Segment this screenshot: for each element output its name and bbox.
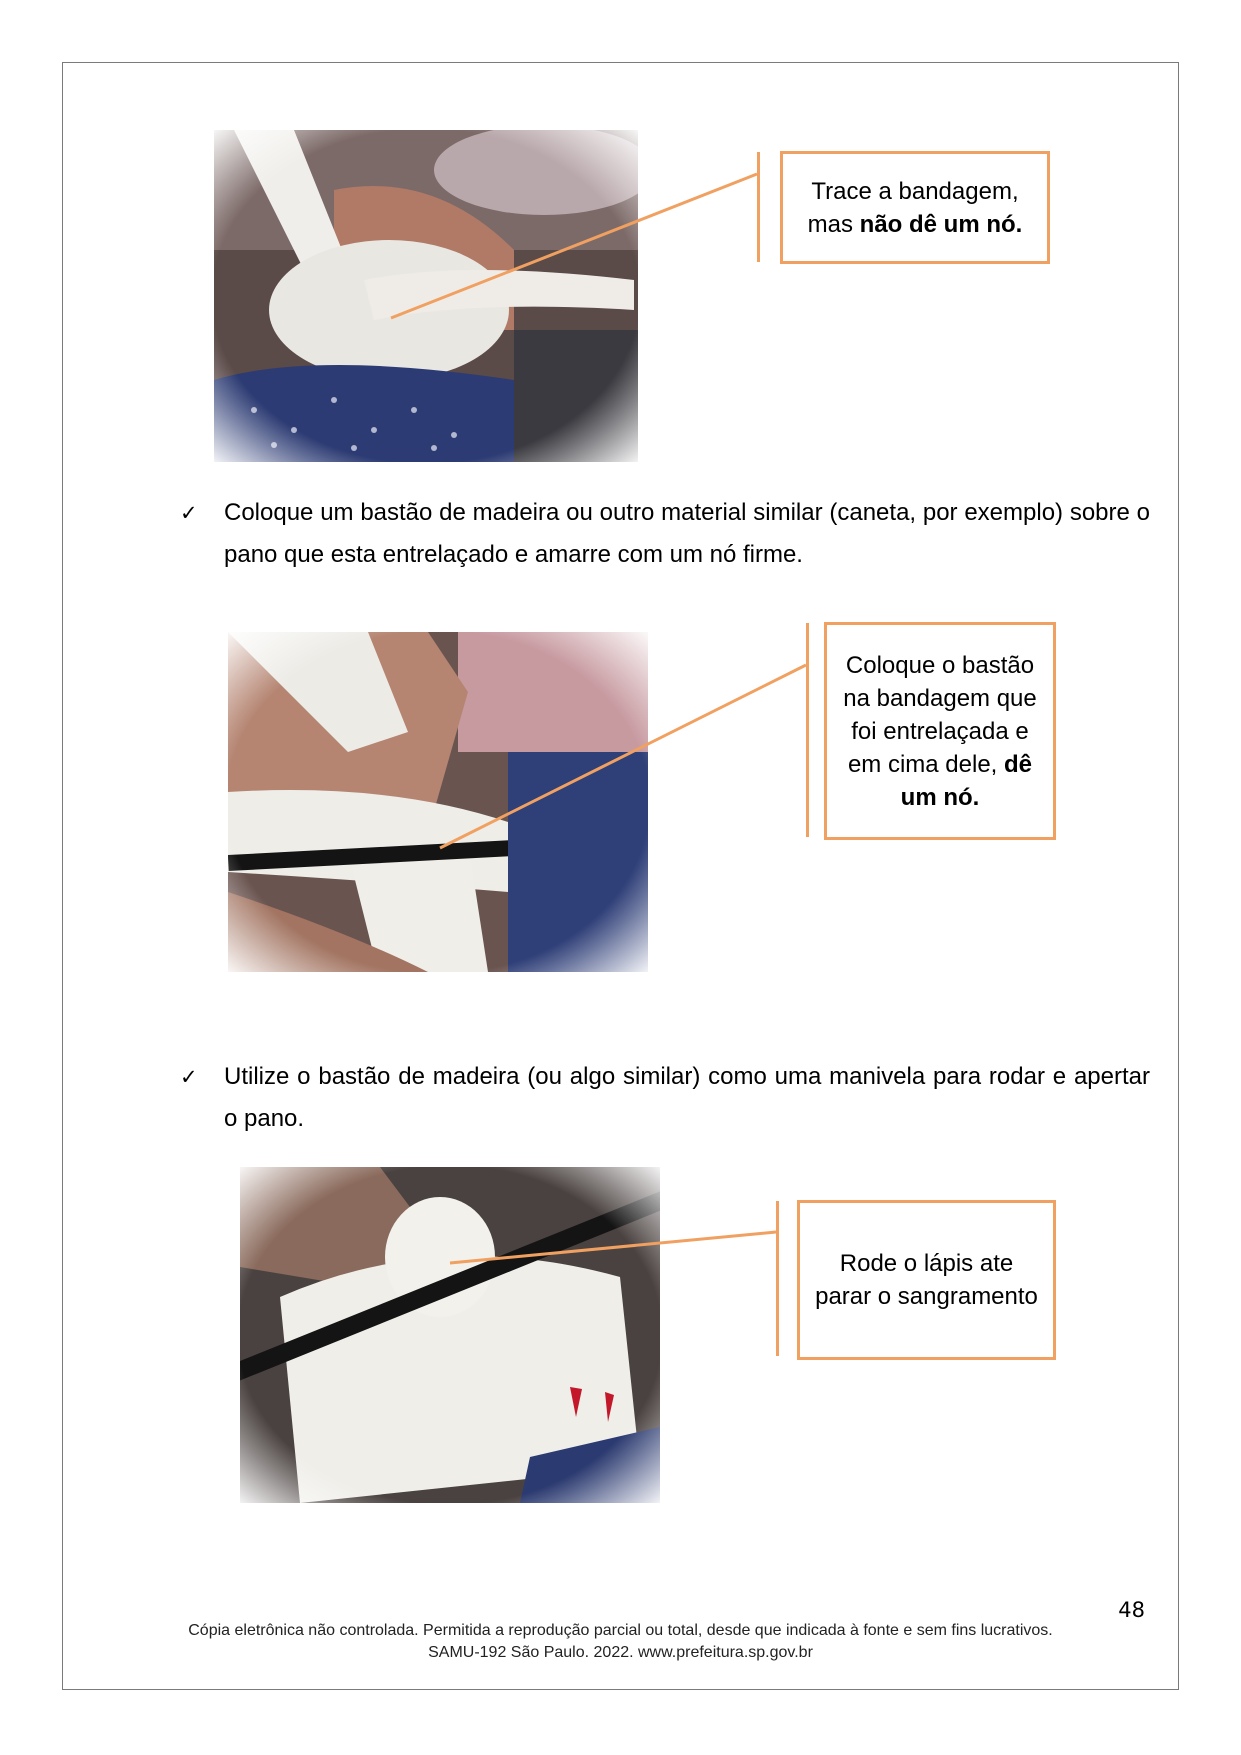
callout-2 <box>824 622 1056 840</box>
bullet-item-1 <box>180 492 1150 576</box>
footer-line-2: SAMU-192 São Paulo. 2022. www.prefeitura.sp.gov.br <box>428 1644 813 1661</box>
photo-stick-on-bandage <box>228 632 648 972</box>
callout-3-text: Rode o lápis ate parar o sangramento <box>815 1250 1038 1310</box>
callout-2-text: Coloque o bastão na bandagem que foi entrelaçada e em cima dele, <box>843 651 1037 778</box>
callout-bracket-2 <box>806 623 809 837</box>
callout-2-bold: dê um nó. <box>900 750 1033 811</box>
callout-1 <box>780 151 1050 264</box>
checkmark-icon: ✓ <box>180 501 198 525</box>
bullet-item-1-text: Coloque um bastão de madeira ou outro material similar (caneta, por exemplo) sobre o pano que esta entrelaçado e amarre com um nó firme. <box>224 499 1150 568</box>
callout-bracket-1 <box>757 152 760 262</box>
callout-bracket-3 <box>776 1201 779 1356</box>
footer <box>62 1620 1179 1664</box>
bullet-item-2 <box>180 1056 1150 1140</box>
callout-1-text: Trace a bandagem, mas <box>807 177 1019 238</box>
photo-bandage-crossed <box>214 130 638 462</box>
checkmark-icon: ✓ <box>180 1065 198 1089</box>
photo-twisting-stick <box>240 1167 660 1503</box>
footer-line-1: Cópia eletrônica não controlada. Permitida a reprodução parcial ou total, desde que indicada à fonte e sem fins lucrativos. <box>188 1622 1053 1639</box>
bullet-item-2-text: Utilize o bastão de madeira (ou algo similar) como uma manivela para rodar e apertar o pano. <box>224 1063 1150 1132</box>
callout-1-bold: não dê um nó. <box>859 210 1023 238</box>
callout-3 <box>797 1200 1056 1360</box>
page-number: 48 <box>1118 1598 1145 1622</box>
